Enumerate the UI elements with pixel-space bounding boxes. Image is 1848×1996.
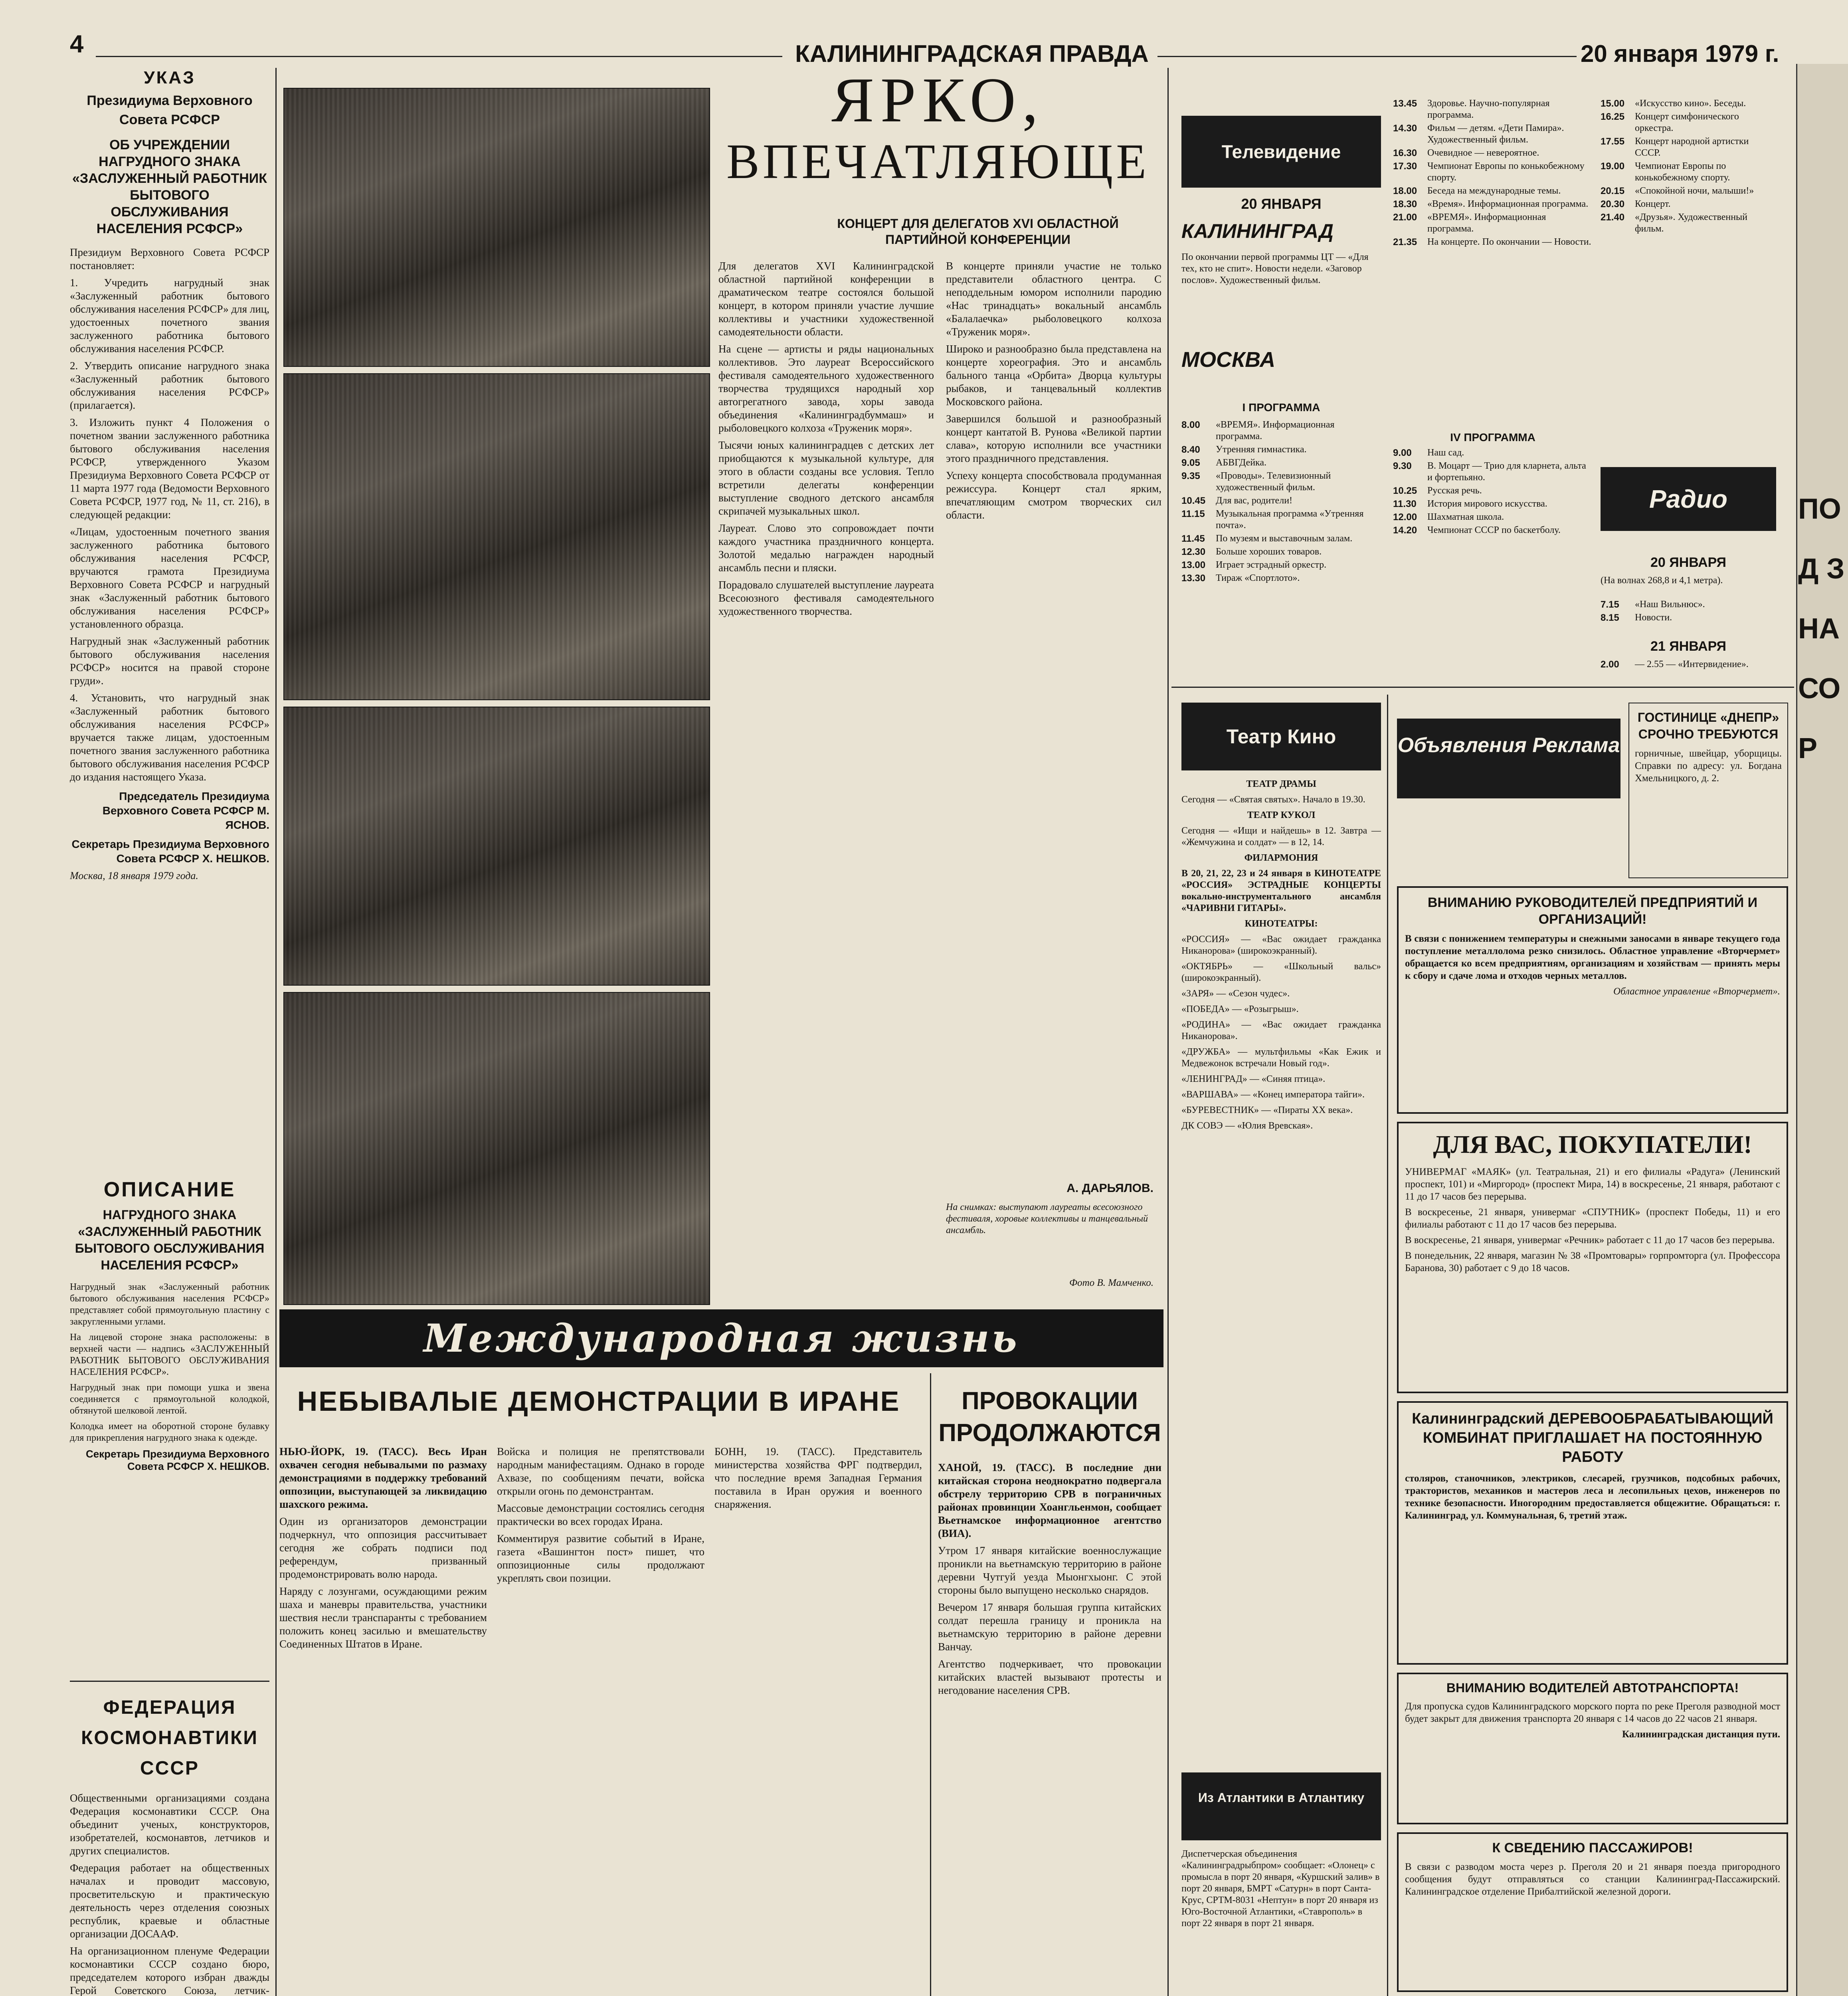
ad-drivers-title: ВНИМАНИЮ ВОДИТЕЛЕЙ АВТОТРАНСПОРТА! xyxy=(1446,1681,1739,1695)
tv-listing xyxy=(1393,498,1593,510)
concert-photo-credit: Фото В. Мамченко. xyxy=(1069,1277,1154,1288)
federation-rule xyxy=(70,1681,269,1682)
tv-time: 8.00 xyxy=(1181,420,1200,430)
tv-time: 11.15 xyxy=(1181,509,1205,519)
provocations-headline: ПРОВОКАЦИИ ПРОДОЛЖАЮТСЯ xyxy=(938,1387,1161,1447)
tv-listing xyxy=(1181,444,1381,455)
tv-date: 20 ЯНВАРЯ xyxy=(1241,196,1322,212)
tv-listing xyxy=(1601,136,1776,159)
ukaz-article xyxy=(70,68,269,1198)
tv-listing xyxy=(1393,525,1593,536)
tv-listing xyxy=(1393,511,1593,523)
tv-show: Чемпионат СССР по баскетболу. xyxy=(1427,525,1561,535)
tv-show: Играет эстрадный оркестр. xyxy=(1216,560,1327,570)
radio-show: «Наш Вильнюс». xyxy=(1635,599,1705,610)
ukaz-signature: Секретарь Президиума Верховного Совета РСФСР Х. НЕШКОВ. xyxy=(71,838,269,865)
column-rule xyxy=(275,68,277,1996)
tv-time: 21.00 xyxy=(1393,212,1417,223)
concert-headline-1: ЯРКО, xyxy=(831,64,1045,135)
provocations-paragraph: Утром 17 января китайские военнослужащие проникли на вьетнамскую территорию в районе деревни Чутгуй уезда Мыонгхыонг. С этой стороны было выпущено несколько снарядов. xyxy=(938,1545,1161,1596)
concert-text-right xyxy=(946,259,1161,1178)
iran-headline: НЕБЫВАЛЫЕ ДЕМОНСТРАЦИИ В ИРАНЕ xyxy=(297,1386,900,1417)
tv-show: «ВРЕМЯ». Информационная программа. xyxy=(1427,212,1546,234)
ads-logo: Объявления Реклама xyxy=(1397,719,1620,798)
radio-list-2 xyxy=(1601,659,1776,675)
opisanie-paragraph: Нагрудный знак при помощи ушка и звена соединяется с прямоугольной колодкой, обтянутой шелковой лентой. xyxy=(70,1382,269,1416)
tv-show: Тираж «Спортлото». xyxy=(1216,573,1300,583)
ukaz-paragraph: Нагрудный знак «Заслуженный работник бытового обслуживания населения РСФСР» носится на правой стороне груди». xyxy=(70,635,269,687)
tv-time: 12.00 xyxy=(1393,512,1417,523)
iran-paragraph: НЬЮ-ЙОРК, 19. (ТАСС). Весь Иран охвачен сегодня небывалыми по размаху демонстрациями в поддержку требований оппозиции, выступающей за ликвидацию шахского режима. xyxy=(279,1446,487,1510)
tv-show: «Время». Информационная программа. xyxy=(1427,199,1589,209)
ukaz-paragraph: 2. Утвердить описание нагрудного знака «Заслуженный работник бытового обслуживания населения РСФСР» (прилагается). xyxy=(70,360,269,411)
tv-show: История мирового искусства. xyxy=(1427,499,1547,509)
ad-passengers-title: К СВЕДЕНИЮ ПАССАЖИРОВ! xyxy=(1492,1840,1693,1855)
tv-listing xyxy=(1393,198,1593,210)
tv-listing xyxy=(1601,185,1776,197)
radio-logo: Радио xyxy=(1601,467,1776,531)
tv-listing xyxy=(1181,572,1381,584)
radio-listing xyxy=(1601,599,1776,610)
ukaz-place-date: Москва, 18 января 1979 года. xyxy=(70,870,198,881)
radio-list xyxy=(1601,599,1776,635)
atlantic-text: Диспетчерская объединения «Калининградрыбпром» сообщает: «Олонец» с промысла в порт 20 января, «Куршский залив» в порт 20 января, БМРТ «Сатурн» в порт Санта-Крус, СРТМ-8031 «Нептун» в порт 20 января из Юго-Восточной Атлантики, «Ставрополь» в порт 22 января в порт 21 января. xyxy=(1181,1849,1380,1929)
tv-show: Чемпионат Европы по конькобежному спорту. xyxy=(1427,161,1585,183)
tv-time: 18.30 xyxy=(1393,199,1417,210)
concert-paragraph: Для делегатов XVI Калининградской областной партийной конференции в драматическом театре состоялся большой концерт, в котором приняли участие лучшие коллективы и участники художественной самодеятельности области. xyxy=(718,260,934,338)
tv-time: 9.35 xyxy=(1181,471,1200,481)
theatre-line: В 20, 21, 22, 23 и 24 января в КИНОТЕАТРЕ «РОССИЯ» ЭСТРАДНЫЕ КОНЦЕРТЫ вокально-инструментального ансамбля «ЧАРИВНИ ГИТАРЫ». xyxy=(1181,868,1381,913)
tv-listing xyxy=(1393,460,1593,483)
ad-hotel-title: ГОСТИНИЦЕ «ДНЕПР» СРОЧНО ТРЕБУЮТСЯ xyxy=(1637,710,1779,741)
tv-show: АБВГДейка. xyxy=(1216,457,1266,468)
ad-buyers xyxy=(1397,1122,1788,1393)
tv-listing xyxy=(1181,470,1381,493)
tv-time: 21.40 xyxy=(1601,212,1625,223)
ad-hotel xyxy=(1628,703,1788,878)
tv-show: Русская речь. xyxy=(1427,485,1482,496)
tv-kaliningrad-text: По окончании первой программы ЦТ — «Для тех, кто не спит». Новости недели. «Заговор послов». Художественный фильм. xyxy=(1181,252,1369,285)
tv-time: 12.30 xyxy=(1181,547,1206,557)
ukaz-headline: ОБ УЧРЕЖДЕНИИ НАГРУДНОГО ЗНАКА «ЗАСЛУЖЕННЫЙ РАБОТНИК БЫТОВОГО ОБСЛУЖИВАНИЯ НАСЕЛЕНИЯ РСФСР» xyxy=(72,137,267,236)
tv-time: 14.20 xyxy=(1393,525,1417,536)
tv-time: 14.30 xyxy=(1393,123,1417,134)
ad-vtorchermet xyxy=(1397,886,1788,1114)
radio-date: 20 ЯНВАРЯ xyxy=(1650,555,1726,570)
concert-photo-children xyxy=(283,992,710,1305)
iran-text-col-3 xyxy=(714,1445,922,1996)
theatre-logo: Театр Кино xyxy=(1181,703,1381,770)
tv-listing xyxy=(1181,495,1381,507)
radio-listing xyxy=(1601,659,1776,670)
concert-paragraph: Тысячи юных калининградцев с детских лет приобщаются к музыкальной культуре, для этого в области созданы все условия. Тепло встретили делегаты конференции выступление сводного детского ансамбля скрипачей музыкальных школ. xyxy=(718,439,934,517)
tv-listing xyxy=(1393,160,1593,184)
tv-time: 13.00 xyxy=(1181,560,1206,570)
tv-time: 9.05 xyxy=(1181,457,1200,468)
tv-time: 10.45 xyxy=(1181,495,1206,506)
theatre-line: «ПОБЕДА» — «Розыгрыш». xyxy=(1181,1004,1299,1014)
tv-program1-cont xyxy=(1393,98,1593,433)
theatre-line: ДК СОВЭ — «Юлия Вревская». xyxy=(1181,1121,1313,1131)
concert-paragraph: В концерте приняли участие не только представители областного центра. С неподдельным юмором исполнили пародию «Нас тринадцать» вокальный ансамбль «Балалаечка» рыболовецкого колхоза «Труженик моря». xyxy=(946,260,1161,338)
tv-listing xyxy=(1393,236,1593,248)
tv-listing xyxy=(1601,98,1776,109)
radio-show: Новости. xyxy=(1635,612,1672,623)
column-rule xyxy=(1167,68,1169,1996)
ukaz-kicker: УКАЗ xyxy=(144,68,196,87)
tv-time: 9.30 xyxy=(1393,461,1412,471)
tv-listing xyxy=(1393,447,1593,459)
tv-time: 20.30 xyxy=(1601,199,1625,210)
tv-show: Концерт народной артистки СССР. xyxy=(1635,136,1749,158)
theatre-line: ТЕАТР КУКОЛ xyxy=(1247,810,1316,820)
tv-listing xyxy=(1181,559,1381,571)
federation-article xyxy=(70,1693,269,1996)
tv-show: Больше хороших товаров. xyxy=(1216,547,1322,557)
concert-photo-dance xyxy=(283,373,710,700)
ad-wood-plant xyxy=(1397,1401,1788,1665)
ad-wood-plant-text: столяров, станочников, электриков, слесарей, грузчиков, подсобных рабочих, трактористов, механиков и мастеров леса и лесопильных цехов, инженеров по технике безопасности. Иногородним предоставляется общежитие. Обращаться: г. Калининград, ул. Коммунальная, 6, третий этаж. xyxy=(1405,1473,1780,1521)
tv-show: Здоровье. Научно-популярная программа. xyxy=(1427,98,1550,120)
masthead-rule-right xyxy=(1157,56,1577,57)
tv-listing xyxy=(1181,508,1381,531)
ad-buyers-title: ДЛЯ ВАС, ПОКУПАТЕЛИ! xyxy=(1433,1130,1752,1158)
column-rule xyxy=(1387,695,1388,1996)
theatre-line: «РОДИНА» — «Вас ожидает гражданка Никанорова». xyxy=(1181,1020,1381,1042)
theatre-line: Сегодня — «Ищи и найдешь» в 12. Завтра — «Жемчужина и солдат» — в 12, 14. xyxy=(1181,826,1381,848)
ad-buyers-text: УНИВЕРМАГ «МАЯК» (ул. Театральная, 21) и его филиалы «Радуга» (Ленинский проспект, 101) и «Миргород» (проспект Мира, 14) в воскресенье, 21 января, работают с 11 до 17 часов без перерыва. xyxy=(1405,1166,1780,1202)
concert-photo-choir xyxy=(283,88,710,367)
page-number: 4 xyxy=(70,30,84,58)
iran-text-col-1 xyxy=(279,1445,487,1996)
tv-show: В. Моцарт — Трио для кларнета, альта и фортепьяно. xyxy=(1427,461,1586,483)
iran-text-col-2 xyxy=(497,1445,704,1996)
theatre-line: «РОССИЯ» — «Вас ожидает гражданка Никанорова» (широкоэкранный). xyxy=(1181,934,1381,956)
tv-kaliningrad-title: КАЛИНИНГРАД xyxy=(1181,220,1334,242)
federation-paragraph: Общественными организациями создана Федерация космонавтики СССР. Она объединит ученых, конструкторов, изобретателей, космонавтов, летчиков и других специалистов. xyxy=(70,1792,269,1857)
theatre-line: «ВАРШАВА» — «Конец императора тайги». xyxy=(1181,1089,1365,1100)
tv-time: 15.00 xyxy=(1601,98,1625,109)
radio-time: 7.15 xyxy=(1601,599,1619,610)
theatre-line: «БУРЕВЕСТНИК» — «Пираты XX века». xyxy=(1181,1105,1353,1115)
ukaz-paragraph: 3. Изложить пункт 4 Положения о почетном звании заслуженного работника бытового обслуживания населения РСФСР, утвержденного Указом Президиума Верховного Совета РСФСР от 11 марта 1977 года (Ведомости Верховного Совета РСФСР, 1977 год, № 11, ст. 216), в следующей редакции: xyxy=(70,416,269,521)
tv-show: Музыкальная программа «Утренняя почта». xyxy=(1216,509,1364,531)
international-banner: Международная жизнь xyxy=(279,1309,1163,1367)
opisanie-kicker: ОПИСАНИЕ xyxy=(103,1178,236,1201)
concert-paragraph: Успеху концерта способствовала продуманная режиссура. Концерт стал ярким, впечатляющим смотром творческих сил области. xyxy=(946,469,1161,521)
theatre-listing xyxy=(1181,778,1381,1764)
ad-hotel-text: горничные, швейцар, уборщицы. Справки по адресу: ул. Богдана Хмельницкого, д. 2. xyxy=(1635,748,1782,784)
radio-waves: (На волнах 268,8 и 4,1 метра). xyxy=(1601,575,1723,586)
concert-author: А. ДАРЬЯЛОВ. xyxy=(1066,1182,1154,1195)
theatre-line: ТЕАТР ДРАМЫ xyxy=(1246,779,1316,789)
tv-time: 8.40 xyxy=(1181,444,1200,455)
tv-time: 17.30 xyxy=(1393,161,1417,172)
tv-time: 13.30 xyxy=(1181,573,1206,584)
tv-time: 10.25 xyxy=(1393,485,1417,496)
ukaz-signature: Председатель Президиума Верховного Совета РСФСР М. ЯСНОВ. xyxy=(102,790,269,831)
concert-caption: На снимках: выступают лауреаты всесоюзного фестиваля, хоровые коллективы и танцевальный ансамбль. xyxy=(946,1202,1148,1236)
tv-time: 16.25 xyxy=(1601,111,1625,122)
ad-drivers xyxy=(1397,1673,1788,1824)
tv-show: Утренняя гимнастика. xyxy=(1216,444,1307,455)
tv-show: «Спокойной ночи, малыши!» xyxy=(1635,186,1754,196)
tv-show: «Искусство кино». Беседы. xyxy=(1635,98,1746,109)
tv-show: Концерт симфонического оркестра. xyxy=(1635,111,1739,133)
federation-headline: ФЕДЕРАЦИЯ КОСМОНАВТИКИ СССР xyxy=(81,1697,258,1779)
concert-paragraph: Широко и разнообразно была представлена на концерте хореография. Это и ансамбль бального танца «Орбита» Дворца культуры рыбаков, и танцевальный коллектив Московского района. xyxy=(946,343,1161,408)
tv-show: Шахматная школа. xyxy=(1427,512,1504,522)
tv-show: «Проводы». Телевизионный художественный фильм. xyxy=(1216,471,1331,493)
theatre-line: «ЛЕНИНГРАД» — «Синяя птица». xyxy=(1181,1074,1326,1084)
opisanie-article xyxy=(70,1178,269,1637)
radio-time: 8.15 xyxy=(1601,612,1619,623)
iran-paragraph: Массовые демонстрации состоялись сегодня практически во всех городах Ирана. xyxy=(497,1502,704,1527)
tv-time: 9.00 xyxy=(1393,448,1412,458)
ad-drivers-sign: Калининградская дистанция пути. xyxy=(1622,1729,1780,1740)
iran-paragraph: Один из организаторов демонстрации подчеркнул, что оппозиция рассчитывает сегодня же собрать подписи под референдум, призванный продемонстрировать волю народа. xyxy=(279,1515,487,1580)
tv-show: «ВРЕМЯ». Информационная программа. xyxy=(1216,420,1335,442)
ad-buyers-text: В понедельник, 22 января, магазин № 38 «Промтовары» горпромторга (ул. Профессора Баранова, 30) работает с 9 до 18 часов. xyxy=(1405,1250,1780,1273)
tv-show: По музеям и выставочным залам. xyxy=(1216,533,1353,544)
tv-listing xyxy=(1181,457,1381,469)
column-rule xyxy=(930,1373,931,1996)
masthead-rule-left xyxy=(96,56,782,57)
iran-paragraph: Комментируя развитие событий в Иране, газета «Вашингтон пост» пишет, что оппозиционные силы продолжают укреплять свои позиции. xyxy=(497,1533,704,1584)
opisanie-paragraph: Колодка имеет на оборотной стороне булавку для прикрепления нагрудного знака к одежде. xyxy=(70,1421,269,1443)
opisanie-paragraph: Нагрудный знак «Заслуженный работник бытового обслуживания населения РСФСР» представляет собой прямоугольную пластину с закругленными углами. xyxy=(70,1282,269,1327)
tv-show: Наш сад. xyxy=(1427,448,1464,458)
tv-listing xyxy=(1601,198,1776,210)
tv-listing xyxy=(1181,546,1381,558)
federation-paragraph: Федерация работает на общественных началах и проводит массовую, просветительскую и практическую деятельность через отделения союзных республик, краевые и областные организации ДОСААФ. xyxy=(70,1862,269,1940)
iran-paragraph: БОНН, 19. (ТАСС). Представитель министерства хозяйства ФРГ подтвердил, что последние время Западная Германия поставила в Иран оружия и военного снаряжения. xyxy=(714,1446,922,1510)
tv-time: 19.00 xyxy=(1601,161,1625,172)
tv-listing xyxy=(1181,533,1381,545)
theatre-line: ФИЛАРМОНИЯ xyxy=(1244,853,1318,863)
tv-show: Фильм — детям. «Дети Памира». Художественный фильм. xyxy=(1427,123,1564,145)
concert-headline-2: ВПЕЧАТЛЯЮЩЕ xyxy=(726,134,1150,189)
tv-listing xyxy=(1181,419,1381,442)
theatre-line: «ДРУЖБА» — мультфильмы «Как Ежик и Медвежонок встречали Новый год». xyxy=(1181,1047,1381,1069)
ad-buyers-text: В воскресенье, 21 января, универмаг «Речник» работает с 11 до 17 часов без перерыва. xyxy=(1405,1235,1775,1246)
federation-paragraph: На организационном пленуме Федерации космонавтики СССР создано бюро, председателем которого избран дважды Герой Советского Союза, летчик- xyxy=(70,1945,269,1996)
provocations-paragraph: ХАНОЙ, 19. (ТАСС). В последние дни китайская сторона неоднократно подвергала обстрелу территорию СРВ в пограничных районах провинции Хоангльенмон, сообщает Вьетнамское информационное агентство (ВИА). xyxy=(938,1461,1161,1539)
tv-program4-title: IV ПРОГРАММА xyxy=(1450,431,1535,444)
provocations-text xyxy=(938,1461,1161,1996)
radio-date-2: 21 ЯНВАРЯ xyxy=(1650,639,1726,654)
radio-listing xyxy=(1601,612,1776,624)
tv-time: 17.55 xyxy=(1601,136,1625,147)
theatre-line: КИНОТЕАТРЫ: xyxy=(1245,919,1318,929)
atlantic-logo: Из Атлантики в Атлантику xyxy=(1181,1772,1381,1840)
ad-wood-plant-title: Калининградский ДЕРЕВООБРАБАТЫВАЮЩИЙ КОМБИНАТ ПРИГЛАШАЕТ НА ПОСТОЯННУЮ РАБОТУ xyxy=(1412,1410,1773,1465)
tv-time: 20.15 xyxy=(1601,186,1625,196)
tv-show: Беседа на международные темы. xyxy=(1427,186,1561,196)
concert-paragraph: Лауреат. Слово это сопровождает почти каждого участника праздничного концерта. Золотой медалью награжден народный ансамбль песни и пляски. xyxy=(718,522,934,574)
tv-time: 16.30 xyxy=(1393,148,1417,158)
theatre-line: «ОКТЯБРЬ» — «Школьный вальс» (широкоэкранный). xyxy=(1181,961,1381,983)
tv-moscow-title: МОСКВА xyxy=(1181,348,1276,372)
theatre-line: «ЗАРЯ» — «Сезон чудес». xyxy=(1181,988,1290,999)
tv-time: 21.35 xyxy=(1393,237,1417,248)
issue-date: 20 января 1979 г. xyxy=(1581,40,1779,67)
tv-listing xyxy=(1393,123,1593,146)
tv-listing xyxy=(1393,98,1593,121)
ukaz-paragraph: Президиум Верховного Совета РСФСР постановляет: xyxy=(70,246,269,271)
concert-paragraph: На сцене — артисты и ряды национальных коллективов. Это лауреат Всероссийского фестиваля самодеятельного художественного творчества трудящихся народный хор автогрегатного завода, хоры завода объединения «Калининградбуммаш» и рыболовецкого колхоза «Труженик моря». xyxy=(718,343,934,434)
concert-text-left xyxy=(718,259,934,1297)
tv-listing xyxy=(1601,212,1776,235)
ad-passengers xyxy=(1397,1832,1788,1992)
iran-paragraph: Наряду с лозунгами, осуждающими режим шаха и маневры правительства, участники шествия несли транспаранты с требованием положить конец засилью и вмешательству Соединенных Штатов в Иране. xyxy=(279,1585,487,1650)
opisanie-signature: Секретарь Президиума Верховного Совета РСФСР Х. НЕШКОВ. xyxy=(85,1448,269,1472)
provocations-paragraph: Вечером 17 января большая группа китайских солдат перешла границу и проникла на вьетнамскую территорию в районе деревни Ванчау. xyxy=(938,1601,1161,1653)
ukaz-paragraph: 1. Учредить нагрудный знак «Заслуженный работник бытового обслуживания населения РСФСР» для лиц, удостоенных почетного звания заслуженного работника бытового обслуживания населения РСФСР. xyxy=(70,277,269,354)
opisanie-paragraph: На лицевой стороне знака расположены: в верхней части — надпись «ЗАСЛУЖЕННЫЙ РАБОТНИК БЫТОВОГО ОБСЛУЖИВАНИЯ НАСЕЛЕНИЯ РСФСР». xyxy=(70,1332,269,1377)
tv-listing xyxy=(1393,185,1593,197)
tv-show: Чемпионат Европы по конькобежному спорту. xyxy=(1635,161,1730,183)
opisanie-headline: НАГРУДНОГО ЗНАКА «ЗАСЛУЖЕННЫЙ РАБОТНИК БЫТОВОГО ОБСЛУЖИВАНИЯ НАСЕЛЕНИЯ РСФСР» xyxy=(75,1208,265,1272)
tv-show: На концерте. По окончании — Новости. xyxy=(1427,237,1591,247)
tv-listing xyxy=(1601,160,1776,184)
radio-time: 2.00 xyxy=(1601,659,1619,670)
paper-name: КАЛИНИНГРАДСКАЯ ПРАВДА xyxy=(795,40,1149,67)
tv-time: 18.00 xyxy=(1393,186,1417,196)
tv-bottom-rule xyxy=(1171,687,1794,688)
provocations-paragraph: Агентство подчеркивает, что провокации китайских властей вызывают протесты и негодование населения СРВ. xyxy=(938,1658,1161,1696)
ad-drivers-text: Для пропуска судов Калининградского морского порта по реке Преголя разводной мост будет закрыт для движения транспорта 20 января с 14 часов до 22 часов 21 января. xyxy=(1405,1701,1780,1724)
ad-passengers-text: В связи с разводом моста через р. Преголя 20 и 21 января поезда пригородного сообщения будут отправляться со станции Калининград-Пассажирский. Калининградское отделение Прибалтийской железной дороги. xyxy=(1405,1861,1780,1897)
next-page-banner-fragment: ПОД ЗНА СОР xyxy=(1798,493,1845,764)
tv-show: «Друзья». Художественный фильм. xyxy=(1635,212,1747,234)
tv-listing xyxy=(1393,485,1593,497)
ad-buyers-text: В воскресенье, 21 января, универмаг «СПУТНИК» (проспект Победы, 11) и его филиалы работают с 11 до 17 часов без перерыва. xyxy=(1405,1207,1780,1230)
radio-show: — 2.55 — «Интервидение». xyxy=(1635,659,1749,669)
tv-show: Концерт. xyxy=(1635,199,1671,209)
tv-logo: Телевидение xyxy=(1181,116,1381,188)
tv-time: 11.30 xyxy=(1393,499,1417,509)
ukaz-paragraph: «Лицам, удостоенным почетного звания заслуженного работника бытового обслуживания населения РСФСР, вручаются грамота Президиума Верховного Совета РСФСР и нагрудный знак «Заслуженный работник бытового обслуживания населения РСФСР» установленного образца. xyxy=(70,526,269,630)
tv-show: Очевидное — невероятное. xyxy=(1427,148,1539,158)
tv-time: 11.45 xyxy=(1181,533,1205,544)
tv-listing xyxy=(1601,111,1776,134)
concert-subheadline: КОНЦЕРТ ДЛЯ ДЕЛЕГАТОВ XVI ОБЛАСТНОЙ ПАРТИЙНОЙ КОНФЕРЕНЦИИ xyxy=(837,216,1119,247)
tv-program2-cont xyxy=(1601,98,1776,457)
ad-vtorchermet-sign: Областное управление «Вторчермет». xyxy=(1613,986,1780,997)
ad-vtorchermet-text: В связи с понижением температуры и снежными заносами в январе текущего года поступление металлолома резко снизилось. Областное управление «Вторчермет» обращается ко всем предприятиям, организациям и хозяйствам — принять меры к сбору и сдаче лома и отходов черных металлов. xyxy=(1405,933,1780,981)
iran-paragraph: Войска и полиция не препятствовали народным манифестациям. Однако в городе Ахвазе, по сообщениям печати, войска открыли огонь по демонстрантам. xyxy=(497,1446,704,1497)
concert-photo-stage xyxy=(283,707,710,986)
ad-vtorchermet-title: ВНИМАНИЮ РУКОВОДИТЕЛЕЙ ПРЕДПРИЯТИЙ И ОРГАНИЗАЦИЙ! xyxy=(1427,895,1758,927)
tv-listing xyxy=(1393,147,1593,159)
tv-program1-title: I ПРОГРАММА xyxy=(1242,401,1320,414)
ukaz-issuer: Президиума Верховного Совета РСФСР xyxy=(87,93,253,127)
tv-program4-list xyxy=(1393,447,1593,671)
theatre-line: Сегодня — «Святая святых». Начало в 19.30. xyxy=(1181,794,1365,805)
tv-time: 13.45 xyxy=(1393,98,1417,109)
next-page-edge xyxy=(1796,64,1848,1996)
tv-listing xyxy=(1393,212,1593,235)
tv-show: Для вас, родители! xyxy=(1216,495,1293,506)
concert-paragraph: Порадовало слушателей выступление лауреата Всесоюзного фестиваля самодеятельного художественного творчества. xyxy=(718,579,934,617)
ukaz-paragraph: 4. Установить, что нагрудный знак «Заслуженный работник бытового обслуживания населения РСФСР» вручается также лицам, удостоенным почетного звания заслуженного работника бытового обслуживания населения РСФСР до издания настоящего Указа. xyxy=(70,692,269,783)
concert-paragraph: Завершился большой и разнообразный концерт кантатой В. Рунова «Великой партии слава», которую исполнили все участники этого праздничного представления. xyxy=(946,413,1161,464)
